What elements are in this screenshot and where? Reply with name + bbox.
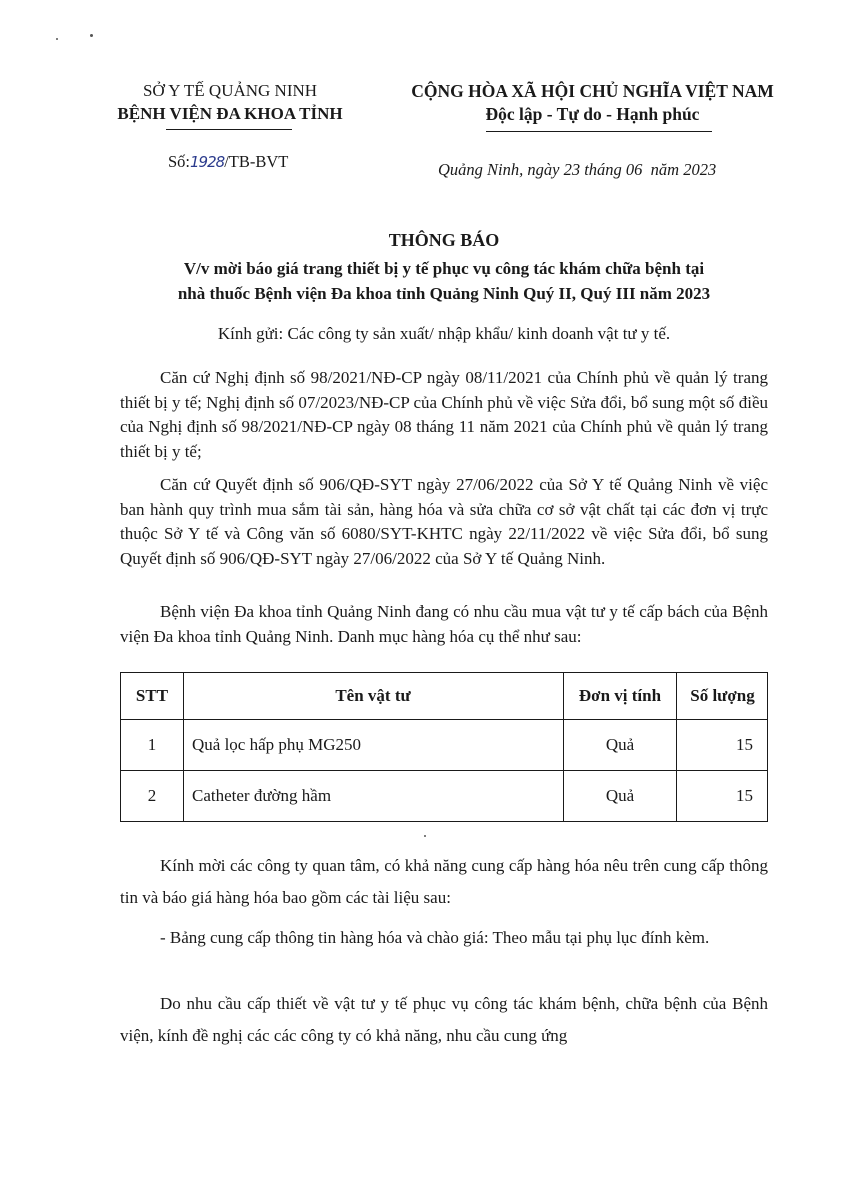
national-motto: Độc lập - Tự do - Hạnh phúc xyxy=(485,104,700,124)
legal-basis-text-2: Căn cứ Quyết định số 906/QĐ-SYT ngày 27/06/2022 của Sở Y tế Quảng Ninh về việc ban hành quy trình mua sắm tài sản, hàng hóa và sửa chữa cơ sở vật chất tại các đơn vị trực thuộc Sở Y tế và Công văn số 6080/SYT-KHTC ngày 22/11/2022 về việc Sửa đổi, bổ sung Quyết định số 906/QĐ-SYT ngày 27/06/2022 của Sở Y tế Quảng Ninh. xyxy=(120,475,768,568)
cell-unit: Quả xyxy=(564,720,677,771)
cell-item-name: Catheter đường hầm xyxy=(184,771,564,822)
document-number-suffix: /TB-BVT xyxy=(224,152,289,171)
requirement-item xyxy=(120,922,768,954)
legal-basis-text-1: Căn cứ Nghị định số 98/2021/NĐ-CP ngày 08/11/2021 của Chính phủ về quản lý trang thiết bị y tế; Nghị định số 07/2023/NĐ-CP của Chính phủ về việc Sửa đổi, bổ sung một số điều của Nghị định số 98/2021/NĐ-CP ngày 08 tháng 11 năm 2021 của Chính phủ về quản lý trang thiết bị y tế; xyxy=(120,368,768,461)
scan-speck xyxy=(90,34,93,37)
table-header-row xyxy=(121,673,768,720)
cell-stt: 2 xyxy=(121,771,184,822)
cell-unit: Quả xyxy=(564,771,677,822)
cell-quantity: 15 xyxy=(677,720,768,771)
items-table xyxy=(120,672,768,822)
subject-line-1: V/v mời báo giá trang thiết bị y tế phục vụ công tác khám chữa bệnh tại xyxy=(183,259,705,278)
request-text: Do nhu cầu cấp thiết về vật tư y tế phục vụ công tác khám bệnh, chữa bệnh của Bệnh viện, kính đề nghị các các công ty có khả năng, nhu cầu cung ứng xyxy=(120,994,768,1045)
demand-text: Bệnh viện Đa khoa tỉnh Quảng Ninh đang có nhu cầu mua vật tư y tế cấp bách của Bệnh viện Đa khoa tỉnh Quảng Ninh. Danh mục hàng hóa cụ thể như sau: xyxy=(120,602,768,646)
issuing-authority: SỞ Y TẾ QUẢNG NINH xyxy=(142,81,318,100)
header-left-underline xyxy=(166,129,292,130)
invitation-text: Kính mời các công ty quan tâm, có khả năng cung cấp hàng hóa nêu trên cung cấp thông tin và báo giá hàng hóa bao gồm các tài liệu sau: xyxy=(120,856,768,907)
scan-speck xyxy=(424,835,426,837)
table-row xyxy=(121,720,768,771)
legal-basis-paragraph-1 xyxy=(120,366,768,464)
cell-stt: 1 xyxy=(121,720,184,771)
national-title: CỘNG HÒA XÃ HỘI CHỦ NGHĨA VIỆT NAM xyxy=(411,81,774,101)
table-row xyxy=(121,771,768,822)
legal-basis-paragraph-2 xyxy=(120,473,768,571)
document-title: THÔNG BÁO xyxy=(388,230,500,250)
request-paragraph xyxy=(120,988,768,1052)
document-number-prefix: Số: xyxy=(168,152,191,171)
header-item-name: Tên vật tư xyxy=(184,673,564,720)
header-stt: STT xyxy=(121,673,184,720)
place-and-date: Quảng Ninh, ngày 23 tháng 06 năm 2023 xyxy=(438,160,717,179)
scan-speck xyxy=(56,38,58,40)
document-number-handwritten: 1928 xyxy=(190,153,225,171)
document-number xyxy=(168,152,288,172)
cell-quantity: 15 xyxy=(677,771,768,822)
demand-paragraph xyxy=(120,600,768,649)
requirement-text: - Bảng cung cấp thông tin hàng hóa và chào giá: Theo mẫu tại phụ lục đính kèm. xyxy=(160,928,710,947)
cell-item-name: Quả lọc hấp phụ MG250 xyxy=(184,720,564,771)
subject-line-2: nhà thuốc Bệnh viện Đa khoa tỉnh Quảng Ninh Quý II, Quý III năm 2023 xyxy=(177,284,711,303)
header-quantity: Số lượng xyxy=(677,673,768,720)
header-right-underline xyxy=(486,131,712,132)
issuing-hospital: BỆNH VIỆN ĐA KHOA TỈNH xyxy=(117,104,343,123)
header-unit: Đơn vị tính xyxy=(564,673,677,720)
recipient-line: Kính gửi: Các công ty sản xuất/ nhập khẩu/ kinh doanh vật tư y tế. xyxy=(217,324,671,343)
invitation-paragraph xyxy=(120,850,768,914)
